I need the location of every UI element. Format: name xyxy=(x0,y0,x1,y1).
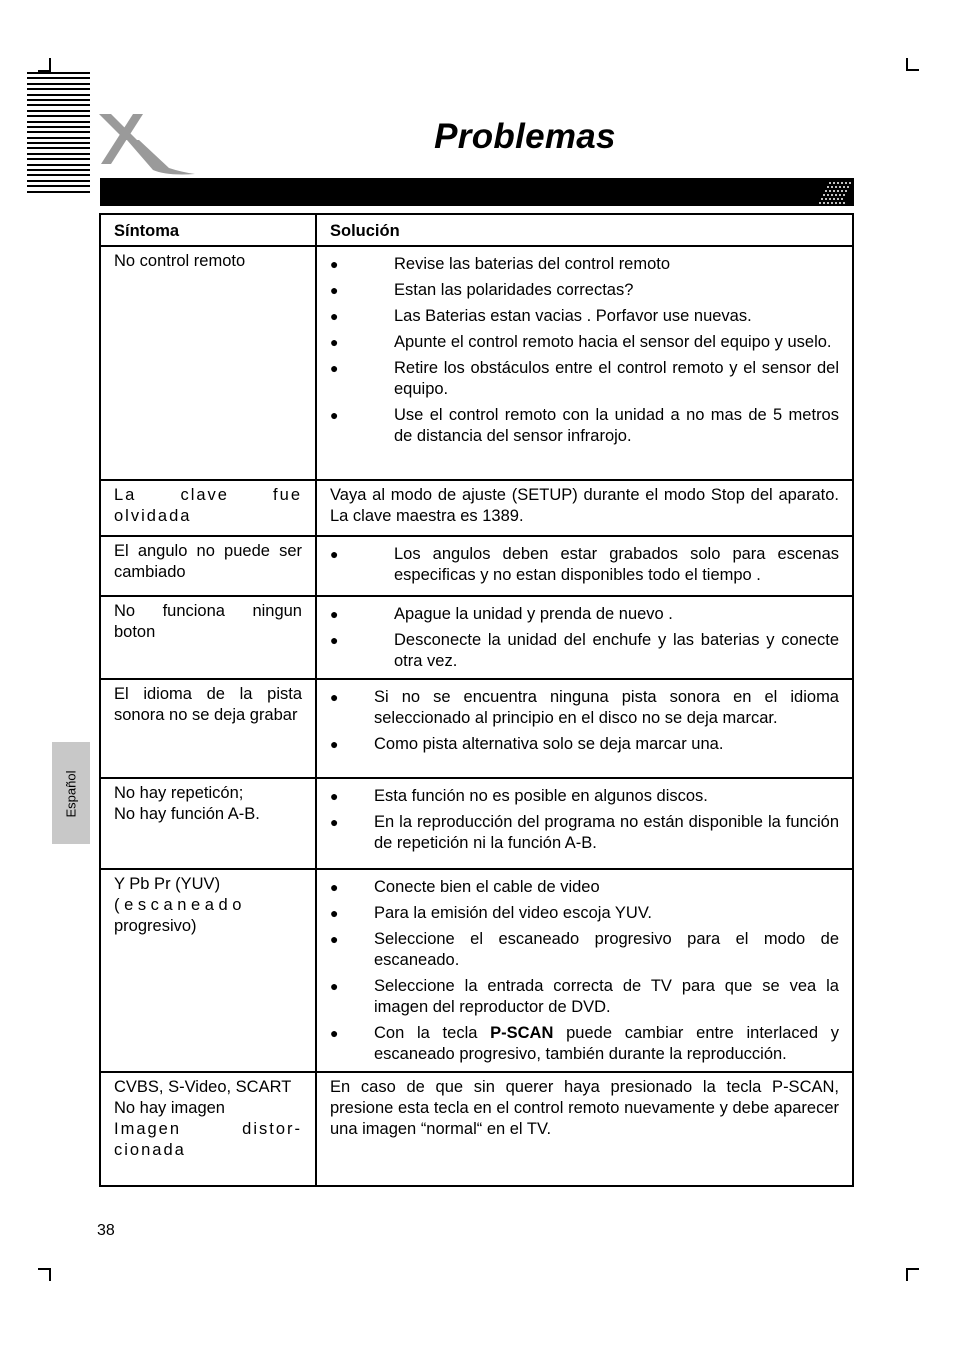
symptom-text: CVBS, S-Video, SCART xyxy=(114,1078,292,1096)
header-symptom: Síntoma xyxy=(100,214,316,246)
solution-cell xyxy=(316,480,853,536)
bullet-item: ● Si no se encuentra ninguna pista sonora en el idioma seleccionado al principio en el disco no se deja marcar. xyxy=(330,688,839,727)
bullet-item: ● Para la emisión del video escoja YUV. xyxy=(330,904,652,922)
table-row xyxy=(100,536,853,596)
symptom-cell xyxy=(100,480,316,536)
bullet-item: ● Apague la unidad y prenda de nuevo . xyxy=(330,605,673,623)
bullet-item: ● Seleccione la entrada correcta de TV para que se vea la imagen del reproductor de DVD. xyxy=(330,977,839,1016)
bullet-item: ● En la reproducción del programa no están disponible la función de repetición ni la función A-B. xyxy=(330,813,839,852)
header-band xyxy=(100,178,854,206)
header-solution: Solución xyxy=(316,214,853,246)
symptom-text: Imagen distor-cionada xyxy=(114,1120,302,1159)
bullet-item: ● Conecte bien el cable de video xyxy=(330,878,600,896)
bullet-item: ● Esta función no es posible en algunos discos. xyxy=(330,787,708,805)
solution-cell xyxy=(316,778,853,869)
table-row xyxy=(100,596,853,679)
page-title: Problemas xyxy=(434,117,616,156)
symptom-text: No control remoto xyxy=(114,252,246,270)
bullet-item: ● Las Baterias estan vacias . Porfavor use nuevas. xyxy=(330,307,752,325)
crop-mark-top-right-h xyxy=(906,69,919,71)
crop-mark-bottom-left-v xyxy=(49,1268,51,1281)
language-side-tab xyxy=(52,742,90,844)
bullet-item: ● Con la tecla P-SCAN puede cambiar entre interlaced y escaneado progresivo, también durante la reproducción. xyxy=(330,1024,839,1063)
symptom-text: No hay repeticón; xyxy=(114,784,244,802)
bullet-item: ● Use el control remoto con la unidad a no mas de 5 metros de distancia del sensor infrarojo. xyxy=(330,406,839,445)
bullet-item: ● Como pista alternativa solo se deja marcar una. xyxy=(330,735,724,753)
table-header-row xyxy=(100,214,853,246)
solution-cell xyxy=(316,246,853,480)
symptom-cell xyxy=(100,679,316,778)
table-row xyxy=(100,778,853,869)
solution-text: En caso de que sin querer haya presionado la tecla P-SCAN, presione esta tecla en el control remoto nuevamente y debe aparecer una imagen “normal“ en el TV. xyxy=(330,1078,839,1138)
symptom-cell xyxy=(100,536,316,596)
crop-mark-bottom-right-v xyxy=(906,1268,908,1281)
solution-cell xyxy=(316,869,853,1072)
symptom-text: El idioma de la pista sonora no se deja grabar xyxy=(114,685,302,724)
symptom-cell xyxy=(100,778,316,869)
symptom-cell xyxy=(100,1072,316,1186)
solution-text: Vaya al modo de ajuste (SETUP) durante el modo Stop del aparato. La clave maestra es 1389. xyxy=(330,486,839,525)
symptom-cell xyxy=(100,596,316,679)
symptom-cell xyxy=(100,246,316,480)
table-row xyxy=(100,480,853,536)
troubleshooting-table xyxy=(99,213,854,1187)
solution-cell xyxy=(316,679,853,778)
symptom-cell xyxy=(100,869,316,1072)
bullet-item: ● Los angulos deben estar grabados solo para escenas especificas y no estan disponibles todo el tiempo . xyxy=(330,545,839,584)
symptom-text: progresivo) xyxy=(114,917,197,935)
symptom-text: Y Pb Pr (YUV) xyxy=(114,875,221,893)
symptom-text: El angulo no puede ser cambiado xyxy=(114,542,302,581)
bullet-item: ● Apunte el control remoto hacia el sensor del equipo y uselo. xyxy=(330,333,832,351)
bullet-item: ● Revise las baterias del control remoto xyxy=(330,255,671,273)
table-row xyxy=(100,679,853,778)
table-row xyxy=(100,869,853,1072)
table-row xyxy=(100,1072,853,1186)
language-label: Español xyxy=(63,770,79,818)
pscan-key: P-SCAN xyxy=(490,1024,554,1042)
bullet-item: ● Retire los obstáculos entre el control remoto y el sensor del equipo. xyxy=(330,359,839,398)
band-dot-pattern xyxy=(814,178,854,206)
solution-cell xyxy=(316,1072,853,1186)
table-row xyxy=(100,246,853,480)
symptom-text: No hay imagen xyxy=(114,1099,225,1117)
page-number: 38 xyxy=(97,1222,115,1239)
solution-cell xyxy=(316,536,853,596)
bullet-item: ● Estan las polaridades correctas? xyxy=(330,281,634,299)
bullet-item: ● Seleccione el escaneado progresivo para el modo de escaneado. xyxy=(330,930,839,969)
solution-cell xyxy=(316,596,853,679)
symptom-text: La clave fue olvidada xyxy=(114,486,302,525)
bullet-item: ● Desconecte la unidad del enchufe y las baterias y conecte otra vez. xyxy=(330,631,839,670)
symptom-text: No hay función A-B. xyxy=(114,805,260,823)
symptom-text: No funciona ningun boton xyxy=(114,602,302,641)
symptom-text: ( e s c a n e a d o xyxy=(114,896,242,914)
